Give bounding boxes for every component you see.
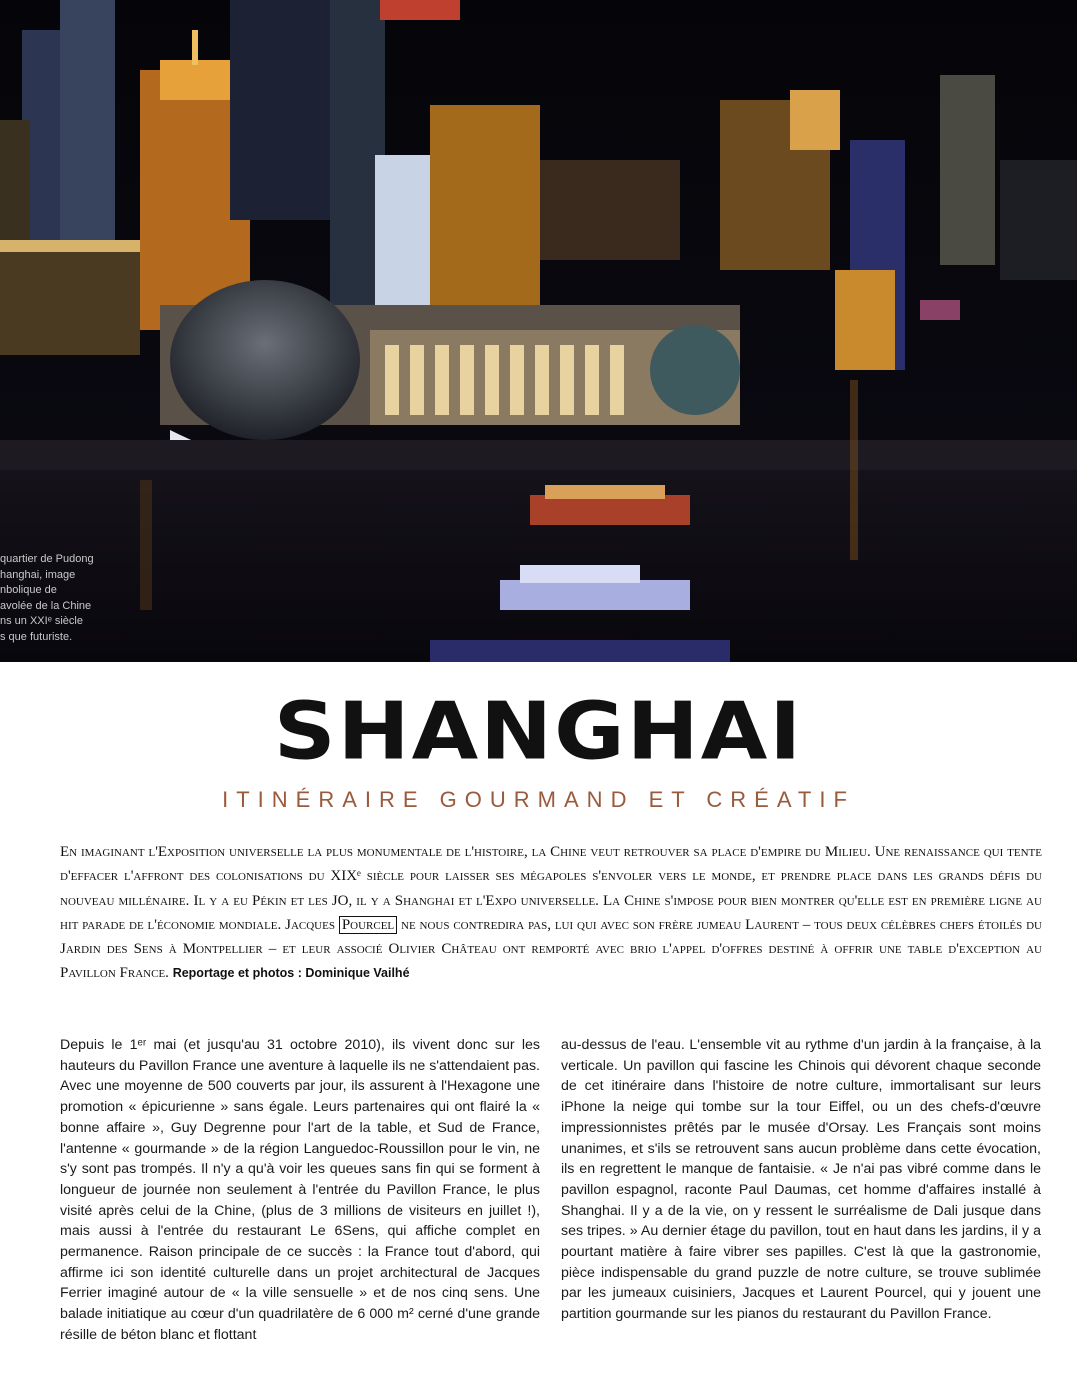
photo-caption xyxy=(0,552,130,645)
caption-line: ns un XXIᵉ siècle xyxy=(0,615,83,627)
skyline-illustration xyxy=(0,0,1077,662)
body-column-right: au-dessus de l'eau. L'ensemble vit au rythme d'un jardin à la française, à la verticale. Un pavillon qui fascine les Chinois qui dévorent chaque seconde de cet itinéraire dans l'histoire de notre culture, immortalisant sur leurs iPhone la neige qui tombe sur la tour Eiffel, ou un des chefs-d'œuvre impressionnistes prêtés par le musée d'Orsay. Les Français sont moins unanimes, et s'ils se retrouvent sans aucun problème dans cette évocation, ils en regrettent le manque de fantaisie. « Je n'ai pas vibré comme dans le pavillon espagnol, raconte Paul Daumas, cet homme d'affaires installé à Shanghai. Il y a de la vie, on y ressent le surréalisme de Dali jusque dans ses tripes. » Au dernier étage du pavillon, tout en haut dans les jardins, il y a pourtant matière à faire vibrer ses papilles. C'est là que la gastronomie, pièce indispensable du grand puzzle de notre culture, se trouve sublimée par les jumeaux cuisiniers, Jacques et Laurent Pourcel, qui y jouent une partition gourmande sur les pianos du restaurant du Pavillon France. xyxy=(561,1037,1041,1323)
caption-line: hanghai, image xyxy=(0,568,76,581)
body-column-left: Depuis le 1ᵉʳ mai (et jusqu'au 31 octobre 2010), ils vivent donc sur les hauteurs du Pavillon France une aventure à laquelle ils ne s'attendaient pas. Avec une moyenne de 500 couverts par jour, ils assurent à l'Hexagone une promotion « épicurienne » sans égale. Leurs partenaires qui ont flairé la « bonne affaire », Guy Degrenne pour l'art de la table, et Sud de France, l'antenne « gourmande » de la région Languedoc-Roussillon pour le vin, ne s'y sont pas trompés. Il n'y a qu'à voir les queues sans fin qui se forment à longueur de journée non seulement à l'entrée du Pavillon France, le plus visité après celui de la Chine, (plus de 3 millions de visiteurs en juillet !), mais aussi à l'entrée du restaurant Le 6Sens, qui affiche complet en permanence. Raison principale de ce succès : la France tout d'abord, qui affirme ici son identité culturelle dans un projet architectural de Jacques Ferrier imaginé autour de « la ville sensuelle » et de nos cinq sens. Une balade initiatique au cœur d'un quadrilatère de 6 000 m² cerné d'une grande résille de béton blanc et flottant xyxy=(60,1037,540,1343)
caption-line: avolée de la Chine xyxy=(0,599,92,612)
intro-text: En imaginant l'Exposition universelle la plus monumentale de l'histoire, la Chine veut retrouver sa place d'empire du Milieu. Une renaissance qui tente d'effacer l'affront des colonisations du XIXᵉ siècle pour laisser ses mégapoles s'envoler vers le monde, et prendre place dans les grands défis du nouveau millénaire. Il y a eu Pékin et les JO, il y a Shanghai et l'Expo universelle. La Chine s'impose pour bien montrer qu'elle est en première ligne au hit parade de l'économie mondiale. Jacques xyxy=(60,844,1042,933)
night-skyline-photo xyxy=(0,0,1077,662)
article-title: SHANGHAI xyxy=(273,686,804,778)
caption-line: nbolique de xyxy=(0,584,57,596)
article-intro xyxy=(60,840,1042,986)
article-subtitle: ITINÉRAIRE GOURMAND ET CRÉATIF xyxy=(222,787,855,812)
highlighted-name: Pourcel xyxy=(339,916,397,934)
caption-line: quartier de Pudong xyxy=(0,553,94,565)
byline: Reportage et photos : Dominique Vailhé xyxy=(172,966,410,981)
intro-text-continued: ne nous contredira pas, lui qui avec son frère jumeau Laurent – tous deux célèbres chefs étoilés du Jardin des Sens à Montpellier – et leur associé Olivier Château ont remporté avec brio l'appel d'offres destiné à offrir une table d'exception au Pavillon France. xyxy=(60,916,1042,982)
caption-line: s que futuriste. xyxy=(0,630,73,643)
